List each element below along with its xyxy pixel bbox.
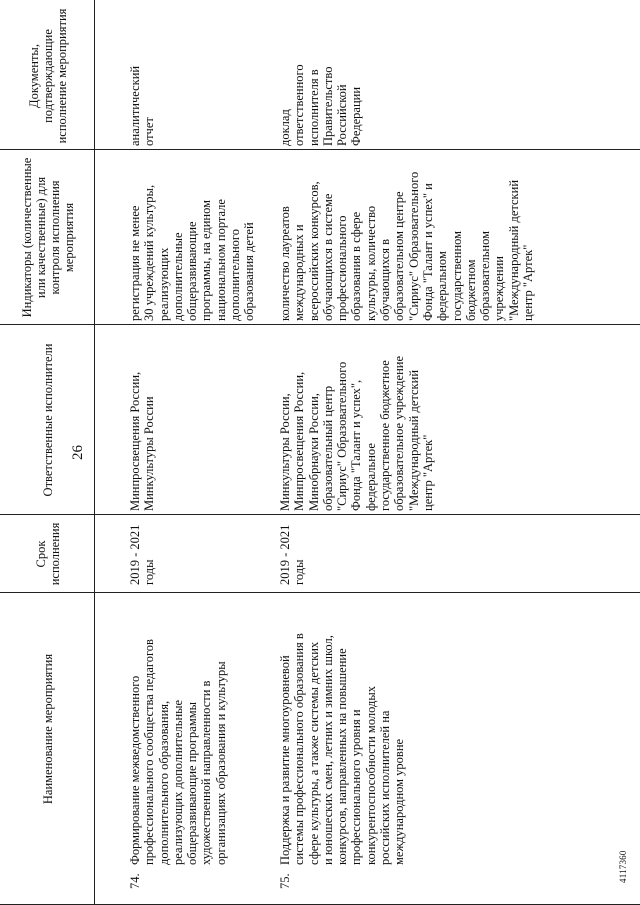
row-documents: доклад ответственного исполнителя в Правительство Российской Федерации — [278, 64, 364, 146]
column-divider-3 — [0, 324, 640, 325]
row-number: 74. — [128, 873, 142, 889]
row-term: 2019 - 2021 годы — [128, 524, 157, 585]
row-number: 75. — [278, 873, 292, 889]
column-divider-2 — [0, 514, 640, 515]
row-term: 2019 - 2021 годы — [278, 524, 307, 585]
column-header-term: Срок исполнения — [34, 522, 62, 586]
page-number: 26 — [70, 445, 86, 460]
header-bottom-line — [94, 0, 95, 905]
row-name: Поддержка и развитие многоуровневой системы профессионального образования в сфере культуры, а также системы детских и юношеских смен, летних и зимних школ, конкурсов, направленных на повышение профессионального уровня и конкурентоспособности молодых российских исполнителей на международном уровне — [278, 633, 407, 865]
column-header-documents: Документы, подтверждающие исполнение мероприятия — [27, 8, 69, 144]
row-executors: Минпросвещения России, Минкультуры России — [128, 371, 157, 511]
column-header-indicators: Индикаторы (количественные или качественные) для контроля исполнения мероприятия — [20, 157, 76, 318]
row-indicators: регистрация не менее 30 учреждений культуры, реализующих дополнительные общеразвивающие программы, на едином национальном портале дополнительного образования детей — [128, 184, 257, 321]
row-documents: аналитический отчет — [128, 65, 157, 146]
row-name: Формирование межведомственного профессионального сообщества педагогов дополнительного образования, реализующих дополнительные общеразвивающие программы художественной направленности в организациях образования и культуры — [128, 639, 228, 865]
row-indicators: количество лауреатов международных и всероссийских конкурсов, обучающихся в системе профессионального образования в сфере культуры, количество обучающихся в образовательном центре "Сириус" Образовательного Фонда "Талант и успех" и федеральном государственном бюджетном образовательном учреждении "Международный детский центр "Артек" — [278, 171, 536, 321]
column-divider-4 — [0, 149, 640, 150]
column-header-name: Наименование мероприятия — [41, 653, 55, 805]
document-id: 4117360 — [618, 850, 628, 883]
row-executors: Минкультуры России, Минпросвещения России, Минобрнауки России, образовательный центр "Сириус" Образовательного Фонда "Талант и успех", федеральное государственное бюджетное образовательное учреждение "Международный детский центр "Артек" — [278, 355, 435, 511]
column-header-executors: Ответственные исполнители — [41, 343, 55, 497]
